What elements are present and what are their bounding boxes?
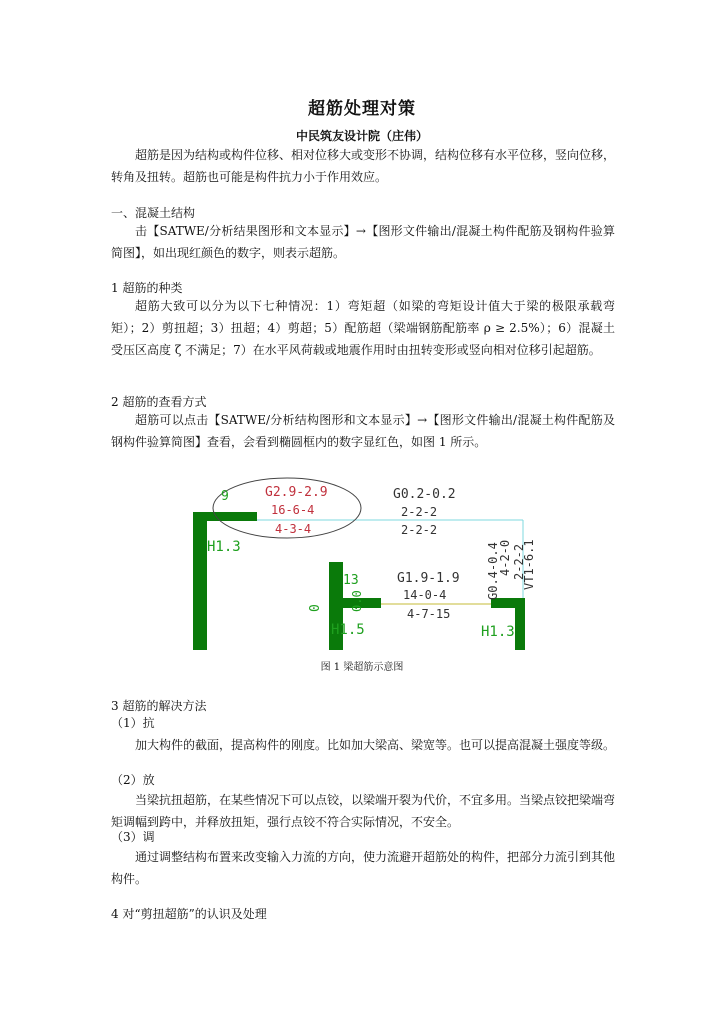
label-4715: 4-7-15 [407, 607, 451, 621]
tiao-text: 通过调整结构布置来改变输入力流的方向，使力流避开超筋处的构件，把部分力流引到其他构件。 [111, 850, 616, 886]
view-text: 超筋可以点击【SATWE/分析结构图形和文本显示】→【图形文件输出/混凝土构件配筋及钢构件验算简图】查看，会看到椭圆框内的数字显红色，如图 1 所示。 [111, 413, 615, 449]
label-g19: G1.9-1.9 [397, 571, 460, 586]
label-1404: 14-0-4 [403, 588, 447, 602]
label-vt: VT1-6.1 [522, 539, 536, 590]
label-zero: 0 [308, 604, 323, 612]
fang-text: 当梁抗扭超筋，在某些情况下可以点铰，以梁端开裂为代价，不宜多用。当梁点铰把梁端弯矩调幅到跨中，并释放扭矩，强行点铰不符合实际情况，不安全。 [111, 793, 616, 829]
label-v-zero: 0.0 [350, 590, 364, 612]
label-h13-right: H1.3 [481, 624, 515, 640]
label-9: 9 [221, 489, 229, 504]
top-left-beam [203, 512, 257, 521]
label-222b: 2-2-2 [401, 523, 438, 537]
red-label-g: G2.9-2.9 [265, 485, 328, 500]
left-column [193, 512, 207, 650]
types-text: 超筋大致可以分为以下七种情况：1）弯矩超（如梁的弯矩设计值大于梁的极限承载弯矩）；2）剪扭超；3）扭超；4）剪超；5）配筋超（梁端钢筋配筋率 ρ ≥ 2.5%）；6）混凝土受压区高度 ζ 不满足；7）在水平风荷载或地震作用时由扭转变形或竖向相对位移引起超筋。 [111, 299, 615, 357]
red-label-2: 16-6-4 [271, 503, 315, 517]
label-g02: G0.2-0.2 [393, 487, 456, 502]
intro-paragraph: 超筋是因为结构或构件位移、相对位移大或变形不协调，结构位移有水平位移，竖向位移，转角及扭转。超筋也可能是构件抗力小于作用效应。 [111, 148, 616, 184]
kang-heading: （1）抗 [111, 716, 155, 730]
kang-text: 加大构件的截面，提高构件的刚度。比如加大梁高、梁宽等。也可以提高混凝土强度等级。 [135, 738, 616, 752]
section4-heading: 4 对“剪扭超筋”的认识及处理 [111, 907, 267, 921]
fang-heading: （2）放 [111, 773, 155, 787]
label-222a: 2-2-2 [401, 505, 438, 519]
label-13: 13 [343, 573, 359, 588]
label-222v: 2-2-2 [512, 543, 526, 580]
label-g04: G0.4-0.4 [486, 542, 500, 600]
label-420: 4-2-0 [498, 539, 512, 576]
solve-heading: 3 超筋的解决方法 [111, 699, 207, 713]
view-heading: 2 超筋的查看方式 [111, 395, 207, 409]
section1-heading: 一、混凝土结构 [111, 206, 196, 220]
label-h13-left: H1.3 [207, 539, 241, 555]
author-line: 中民筑友设计院（庄伟） [295, 129, 428, 143]
types-heading: 1 超筋的种类 [111, 281, 183, 295]
page-title: 超筋处理对策 [308, 99, 416, 119]
label-h15: H1.5 [331, 622, 365, 638]
section1-text: 击【SATWE/分析结果图形和文本显示】→【图形文件输出/混凝土构件配筋及钢构件验算简图】，如出现红颜色的数字，则表示超筋。 [111, 224, 615, 260]
beam-figure [193, 476, 536, 652]
tiao-heading: （3）调 [111, 830, 155, 844]
figure-caption: 图 1 梁超筋示意图 [320, 662, 404, 673]
right-column [515, 598, 525, 650]
red-label-3: 4-3-4 [275, 522, 312, 536]
